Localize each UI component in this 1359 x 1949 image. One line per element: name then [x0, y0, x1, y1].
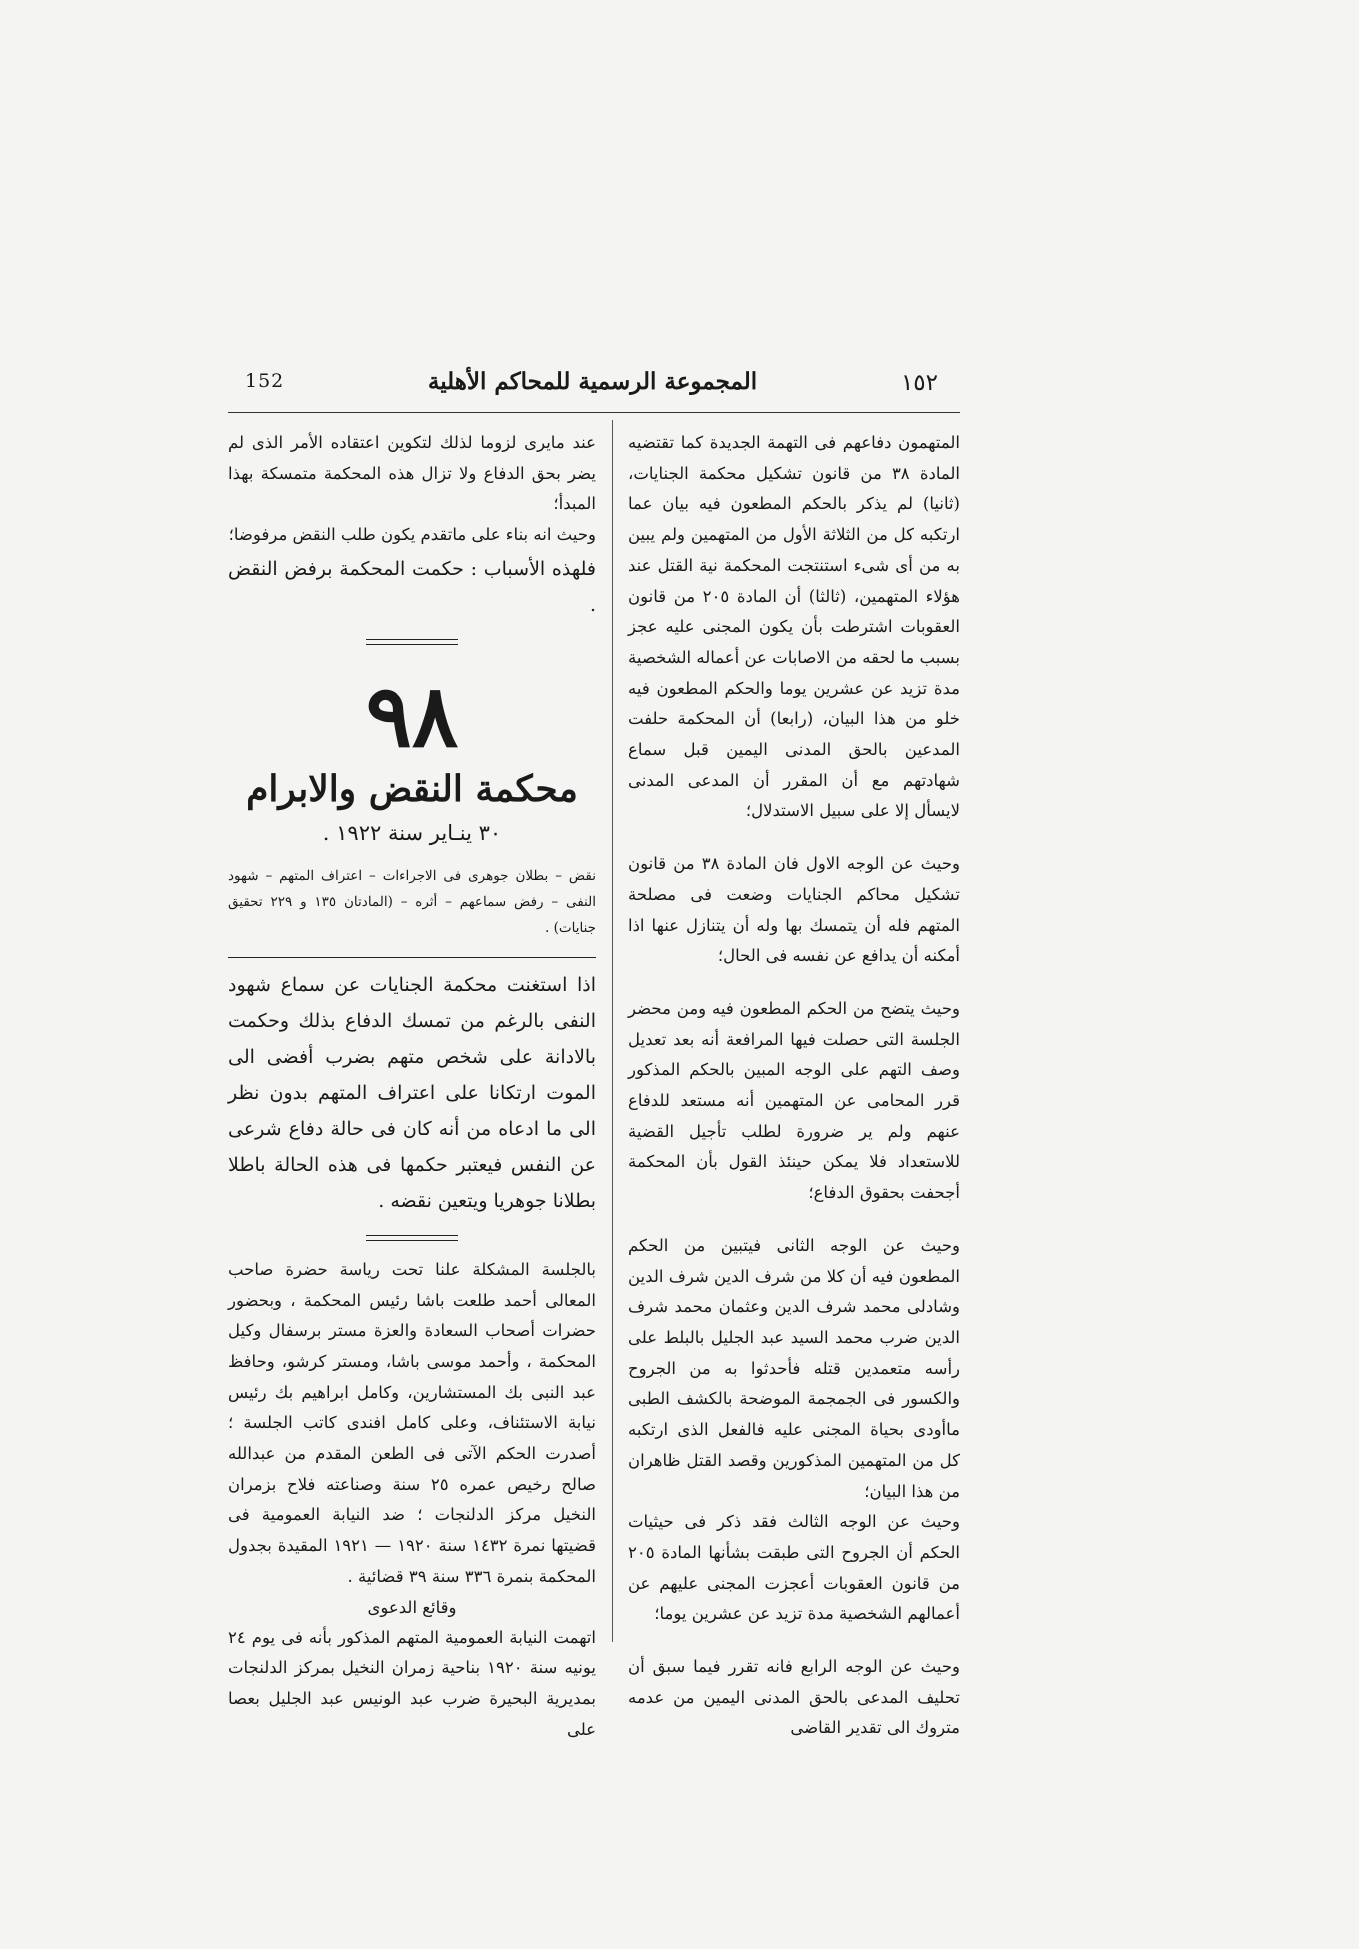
journal-title: المجموعة الرسمية للمحاكم الأهلية	[427, 368, 758, 395]
page-header	[225, 368, 960, 408]
facts-heading: وقائع الدعوى	[367, 1597, 457, 1617]
paragraph: وحيث يتضح من الحكم المطعون فيه ومن محضر الجلسة التى حصلت فيها المرافعة أنه بعد تعديل وصف التهم على الوجه المبين بالحكم المذكور قرر المحامى عن المتهمين أنه مستعد للدفاع عنهم ولم ير ضرورة لطلب تأجيل القضية للاستعداد فلا يمكن حينئذ القول بأن المحكمة أجحفت بحقوق الدفاع؛	[628, 998, 960, 1203]
paragraph: وحيث عن الوجه الثالث فقد ذكر فى حيثيات الحكم أن الجروح التى طبقت بشأنها المادة ٢٠٥ من قانون العقوبات أعجزت المجنى عليهم عن أعمالهم الشخصية مدة تزيد عن عشرين يوما؛	[628, 1512, 960, 1624]
court-name: محكمة النقض والابرام	[246, 767, 578, 810]
facts-paragraph: اتهمت النيابة العمومية المتهم المذكور بأنه فى يوم ٢٤ يونيه سنة ١٩٢٠ بناحية زمران النخيل بمركز الدلنجات بمديرية البحيرة ضرب عبد الونيس عبد الجليل بعصا على	[228, 1627, 596, 1739]
left-column	[228, 428, 596, 1745]
section-divider	[228, 1219, 596, 1255]
page-number-latin: 152	[245, 370, 285, 392]
session-paragraph: بالجلسة المشكلة علنا تحت رياسة حضرة صاحب المعالى أحمد طلعت باشا رئيس المحكمة ، وبحضور حضرات أصحاب السعادة والعزة مستر برسفال وكيل المحكمة ، وأحمد موسى باشا، ومستر كرشو، وحافظ عبد النبى بك المستشارين، وكامل ابراهيم بك رئيس نيابة الاستئناف، وعلى كامل افندى كاتب الجلسة ؛ أصدرت الحكم الآتى فى الطعن المقدم من عبدالله صالح رخيص عمره ٢٥ سنة وصناعته فلاح بزمران النخيل مركز الدلنجات ؛ ضد النيابة العمومية فى قضيتها نمرة ١٤٣٢ سنة ١٩٢٠ — ١٩٢١ المقيدة بجدول المحكمة بنمرة ٣٣٦ سنة ٣٩ قضائية .	[228, 1259, 596, 1586]
case-date: ٣٠ ينـاير سنة ١٩٢٢ .	[322, 820, 502, 845]
header-rule	[228, 412, 960, 413]
right-column	[628, 428, 960, 1744]
paragraph: وحيث عن الوجه الرابع فانه تقرر فيما سبق أن تحليف المدعى بالحق المدنى اليمين من عدمه متروك الى تقدير القاضى	[628, 1657, 960, 1738]
legal-principle: اذا استغنت محكمة الجنايات عن سماع شهود النفى بالرغم من تمسك الدفاع بذلك وحكمت بالادانة على شخص متهم بضرب أفضى الى الموت ارتكانا على اعتراف المتهم بدون نظر الى ما ادعاه من أنه كان فى حالة دفاع شرعى عن النفس فيعتبر حكمها فى هذه الحالة باطلا بطلانا جوهريا ويتعين نقضه .	[228, 973, 596, 1212]
page-number-arabic: ١٥٢	[900, 370, 938, 396]
paragraph: المتهمون دفاعهم فى التهمة الجديدة كما تقتضيه المادة ٣٨ من قانون تشكيل محكمة الجنايات، (ثانيا) لم يذكر بالحكم المطعون فيه بيان عما ارتكبه كل من الثلاثة الأول من المتهمين ولم يبين به من أى شىء استنتجت المحكمة نية القتل عند هؤلاء المتهمين، (ثالثا) أن المادة ٢٠٥ من قانون العقوبات اشترطت بأن يكون المجنى عليه عجز بسبب ما لحقه من الاصابات عن أعماله الشخصية مدة تزيد عن عشرين يوما والحكم المطعون فيه خلو من هذا البيان، (رابعا) أن المحكمة حلفت المدعين بالحق المدنى اليمين قبل سماع شهادتهم مع أن المقرر أن المدعى المدنى لايسأل إلا على سبيل الاستدلال؛	[628, 433, 960, 821]
verdict-line: فلهذه الأسباب : حكمت المحكمة برفض النقض .	[228, 557, 596, 616]
case-summary: نقض – بطلان جوهرى فى الاجراءات – اعتراف المتهم – شهود النفى – رفض سماعهم – أثره – (المادتان ١٣٥ و ٢٢٩ تحقيق جنايات) .	[228, 867, 596, 936]
summary-divider	[228, 951, 596, 967]
column-divider	[612, 420, 613, 1642]
paragraph: وحيث عن الوجه الاول فان المادة ٣٨ من قانون تشكيل محاكم الجنايات وضعت فى مصلحة المتهم فله أن يتمسك بها وله أن يتنازل عنها اذا أمكنه أن يدافع عن نفسه فى الحال؛	[628, 854, 960, 966]
paragraph: وحيث انه بناء على ماتقدم يكون طلب النقض مرفوضا؛	[228, 525, 596, 545]
paragraph: عند مايرى لزوما لذلك لتكوين اعتقاده الأمر الذى لم يضر بحق الدفاع ولا تزال هذه المحكمة متمسكة بهذا المبدأ؛	[228, 433, 596, 514]
paragraph: وحيث عن الوجه الثانى فيتبين من الحكم المطعون فيه أن كلا من شرف الدين شرف الدين وشادلى محمد شرف الدين وعثمان محمد شرف الدين ضرب محمد السيد عبد الجليل بالبلط على رأسه متعمدين قتله فأحدثوا به من الجروح والكسور فى الجمجمة الموضحة بالكشف الطبى ماأودى بحياة المجنى عليه فالفعل الذى ارتكبه كل من المتهمين المذكورين وقصد القتل ظاهران من هذا البيان؛	[628, 1235, 960, 1501]
case-number: ٩٨	[365, 665, 459, 767]
section-divider	[228, 623, 596, 659]
